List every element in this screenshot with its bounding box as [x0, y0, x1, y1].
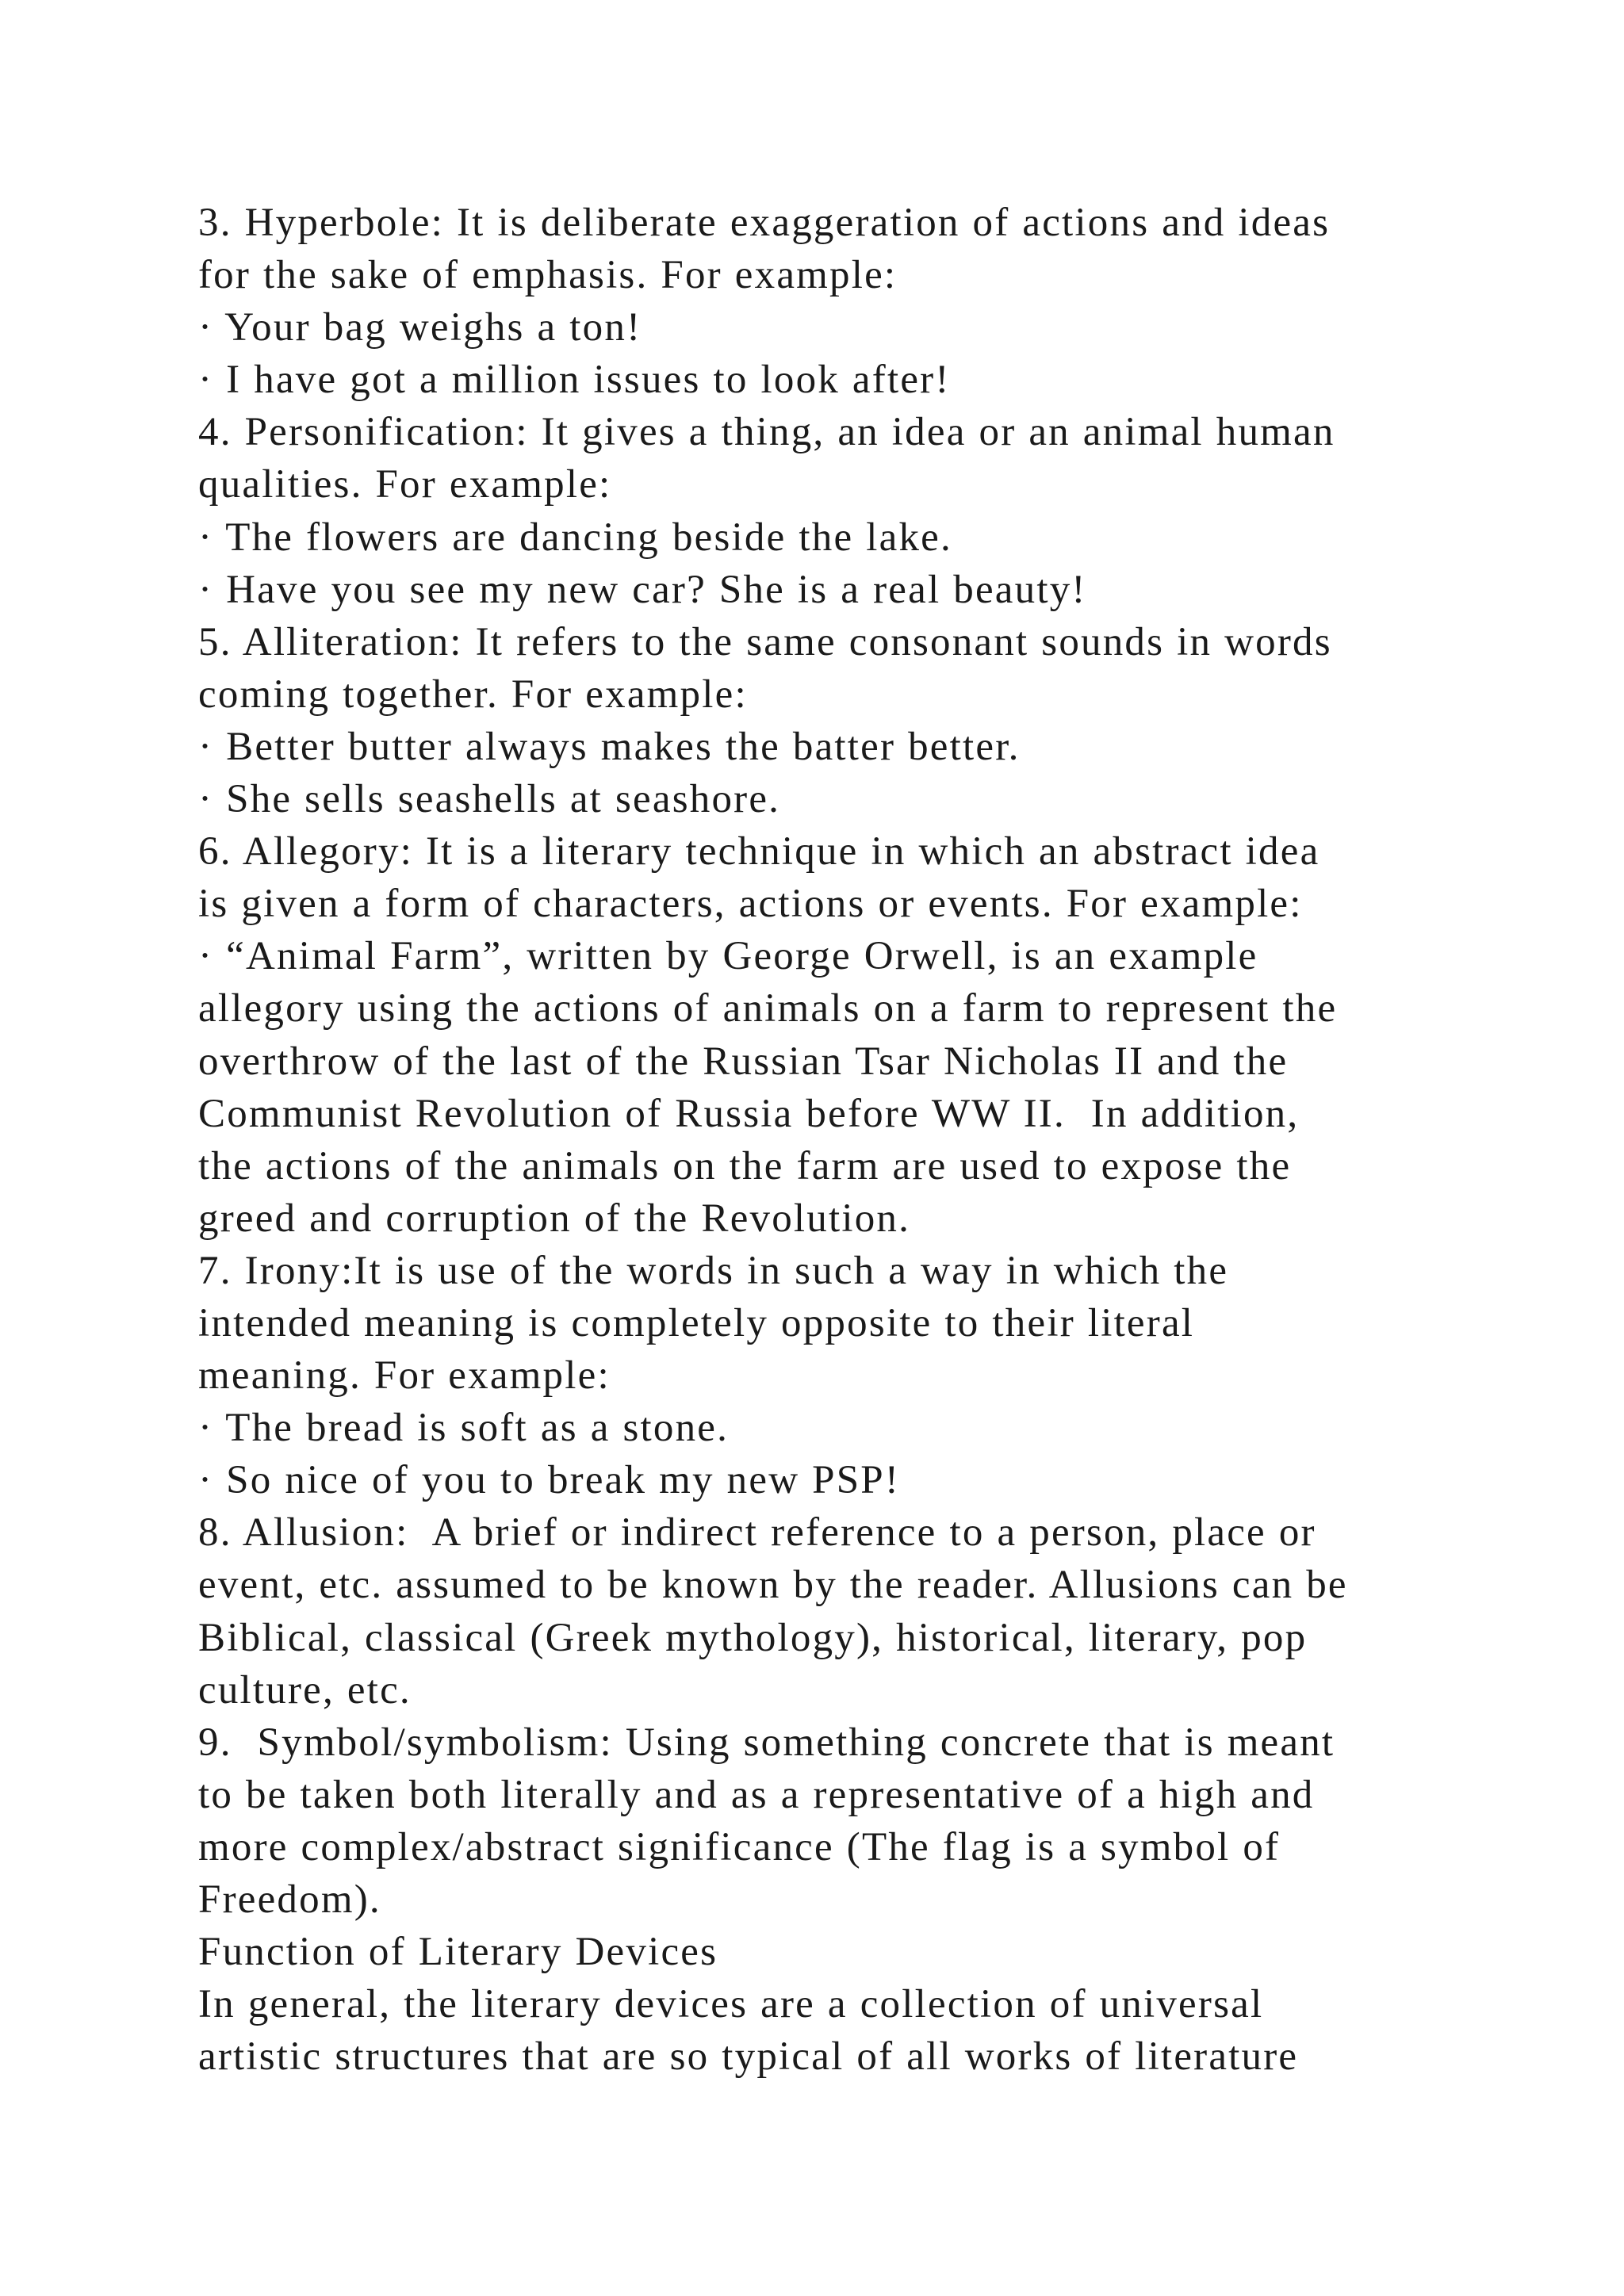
- text-line: artistic structures that are so typical of all works of literature: [198, 2034, 1299, 2080]
- text-line: culture, etc.: [198, 1667, 412, 1712]
- text-line: Biblical, classical (Greek mythology), historical, literary, pop: [198, 1615, 1308, 1660]
- text-line: for the sake of emphasis. For example:: [198, 253, 898, 298]
- text-line: meaning. For example:: [198, 1353, 611, 1399]
- text-line: event, etc. assumed to be known by the reader. Allusions can be: [198, 1563, 1348, 1608]
- bullet-item: · Your bag weighs a ton!: [198, 305, 642, 350]
- section-heading: Function of Literary Devices: [198, 1930, 718, 1975]
- text-line: 7. Irony:It is use of the words in such a way in which the: [198, 1248, 1229, 1293]
- text-line: coming together. For example:: [198, 672, 748, 717]
- bullet-item: · She sells seashells at seashore.: [198, 777, 781, 822]
- bullet-item: · So nice of you to break my new PSP!: [198, 1458, 901, 1503]
- text-line: greed and corruption of the Revolution.: [198, 1196, 911, 1241]
- text-line: 9. Symbol/symbolism: Using something concrete that is meant: [198, 1720, 1335, 1765]
- bullet-item: · Better butter always makes the batter better.: [198, 724, 1021, 769]
- text-line: In general, the literary devices are a collection of universal: [198, 1982, 1264, 2027]
- bullet-item: · The flowers are dancing beside the lake.: [198, 515, 952, 560]
- text-line: overthrow of the last of the Russian Tsar Nicholas II and the: [198, 1039, 1289, 1084]
- text-line: intended meaning is completely opposite to their literal: [198, 1300, 1195, 1345]
- bullet-item: · The bread is soft as a stone.: [198, 1406, 730, 1451]
- document-text-block: [198, 197, 1483, 2083]
- text-line: Freedom).: [198, 1877, 381, 1922]
- text-line: 5. Alliteration: It refers to the same consonant sounds in words: [198, 619, 1332, 664]
- bullet-item: · Have you see my new car? She is a real beauty!: [198, 567, 1087, 612]
- text-line: 4. Personification: It gives a thing, an idea or an animal human: [198, 410, 1335, 455]
- text-line: more complex/abstract significance (The flag is a symbol of: [198, 1824, 1281, 1869]
- text-line: the actions of the animals on the farm are used to expose the: [198, 1143, 1292, 1188]
- text-line: Communist Revolution of Russia before WW II. In addition,: [198, 1091, 1300, 1136]
- text-line: 8. Allusion: A brief or indirect reference to a person, place or: [198, 1510, 1316, 1556]
- text-line: is given a form of characters, actions or events. For example:: [198, 882, 1303, 927]
- text-line: 6. Allegory: It is a literary technique in which an abstract idea: [198, 829, 1320, 874]
- text-line: qualities. For example:: [198, 462, 612, 507]
- text-line: allegory using the actions of animals on a farm to represent the: [198, 986, 1338, 1031]
- text-line: to be taken both literally and as a representative of a high and: [198, 1772, 1315, 1817]
- bullet-item: · “Animal Farm”, written by George Orwell, is an example: [198, 934, 1258, 979]
- bullet-item: · I have got a million issues to look after!: [198, 358, 951, 403]
- text-line: 3. Hyperbole: It is deliberate exaggeration of actions and ideas: [198, 201, 1331, 245]
